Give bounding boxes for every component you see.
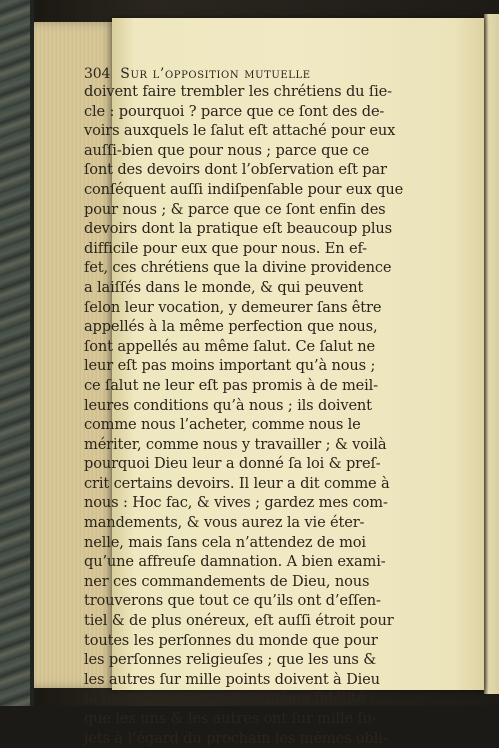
text-line: ſont appellés au même ſalut. Ce ſalut ne bbox=[84, 337, 375, 355]
text-line: crit certains devoirs. Il leur a dit comme à bbox=[84, 474, 390, 492]
text-line: doivent faire trembler les chrétiens du ſie- bbox=[84, 83, 392, 100]
text-line: difficile pour eux que pour nous. En ef- bbox=[84, 239, 367, 257]
text-line: toutes les perſonnes du monde que pour bbox=[84, 631, 378, 649]
body-text bbox=[84, 82, 434, 748]
text-line: ce ſalut ne leur eſt pas promis à de meil- bbox=[84, 376, 378, 394]
text-line: tiel & de plus onéreux, eſt auſſi étroit pour bbox=[84, 612, 394, 630]
text-line: a laiſſés dans le monde, & qui peuvent bbox=[84, 278, 364, 296]
text-line: pourquoi Dieu leur a donné ſa loi & preſ- bbox=[84, 455, 381, 473]
text-line: devoirs dont la pratique eſt beaucoup plus bbox=[84, 220, 392, 238]
text-line: voirs auxquels le ſalut eſt attaché pour eux bbox=[84, 122, 396, 140]
text-line: cle : pourquoi ? parce que ce ſont des de- bbox=[84, 102, 385, 120]
text-block bbox=[84, 66, 434, 748]
text-line: conſéquent auſſi indiſpenſable pour eux que bbox=[84, 180, 404, 198]
text-line: comme nous l’acheter, comme nous le bbox=[84, 416, 361, 434]
text-line: nous : Hoc fac, & vives ; gardez mes com- bbox=[84, 494, 388, 512]
text-line: leures conditions qu’à nous ; ils doivent bbox=[84, 396, 372, 414]
text-line: auſſi-bien que pour nous ; parce que ce bbox=[84, 141, 370, 159]
page-number: 304 bbox=[84, 66, 111, 82]
text-line: les autres ſur mille points doivent à Dieu bbox=[84, 670, 380, 688]
text-line: mériter, comme nous y travailler ; & voilà bbox=[84, 435, 387, 453]
marbled-cover-board bbox=[0, 0, 34, 706]
text-line: que les uns & les autres ont ſur mille ſu- bbox=[84, 710, 377, 727]
text-line: les perſonnes religieuſes ; que les uns & bbox=[84, 651, 377, 669]
text-line: fet, ces chrétiens que la divine providence bbox=[84, 259, 392, 277]
text-line: la même obéiſſance & la même fidélité ; bbox=[84, 690, 375, 708]
running-head bbox=[84, 66, 434, 82]
text-line: ner ces commandements de Dieu, nous bbox=[84, 572, 370, 590]
text-line: leur eſt pas moins important qu’à nous ; bbox=[84, 357, 376, 375]
text-line: appellés à la même perfection que nous, bbox=[84, 318, 378, 336]
text-line: ſelon leur vocation, y demeurer ſans être bbox=[84, 298, 382, 316]
text-line: qu’une affreuſe damnation. A bien exami- bbox=[84, 553, 386, 571]
text-line: mandements, & vous aurez la vie éter- bbox=[84, 514, 365, 532]
running-title: Sur l’opposition mutuelle bbox=[120, 66, 311, 82]
text-line: ſont des devoirs dont l’obſervation eſt par bbox=[84, 161, 387, 179]
text-line: pour nous ; & parce que ce ſont enfin des bbox=[84, 200, 386, 218]
text-line: jets à l’égard du prochain les mêmes obli- bbox=[84, 729, 388, 747]
text-line: nelle, mais ſans cela n’attendez de moi bbox=[84, 533, 366, 551]
text-line: trouverons que tout ce qu’ils ont d’eſſen- bbox=[84, 592, 381, 610]
facing-page-edge bbox=[484, 14, 499, 694]
